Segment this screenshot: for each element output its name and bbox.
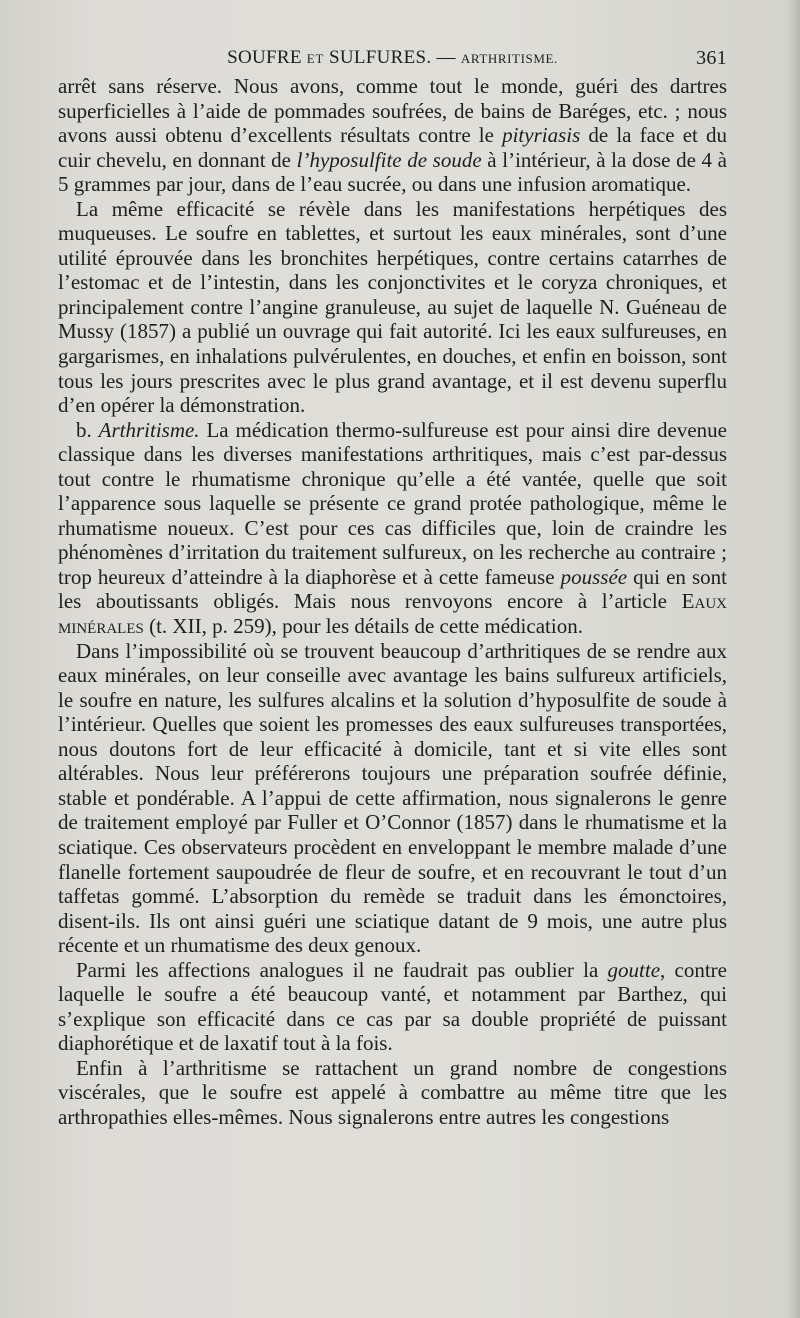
text-run: Enfin à l’arthritisme se rattachent un grand nombre de congestions viscérales, que le soufre est appelé à combattre au même titre que les arthropathies elles-mêmes. Nous signalerons entre autres les congestions [58,1055,727,1129]
body-text [58,74,727,1130]
text-run: à l’intérieur, à la dose de 4 à 5 grammes par jour, dans de l’eau sucrée, ou dans une infusion aromatique. [58,147,727,197]
running-title [58,47,727,69]
title-part2: SULFURES. [328,47,432,68]
italic-text: pityriasis [502,123,581,148]
italic-text: l’hyposulfite de soude [296,147,482,172]
paragraph [58,418,727,639]
text-run: arrêt sans réserve. Nous avons, comme tout le monde, guéri des dartres superficielles à l’aide de pommades soufrées, de bains de Baréges, etc. ; nous avons aussi obtenu d’excellents résultats contre le [58,74,727,148]
paragraph [58,639,727,958]
text-run: (t. XII, p. 259), pour les détails de cette médication. [143,614,583,639]
book-spine-shadow [786,0,800,1318]
text-run: La médication thermo-sulfureuse est pour ainsi dire devenue classique dans les diverses manifestations arthritiques, mais c’est par-dessus tout contre le rhumatisme chronique qu’elle a été vantée, quelle que soit l’apparence sous laquelle se présente ce grand protée pathologique, même le rhumatisme noueux. C’est pour ces cas difficiles que, loin de craindre les phénomènes d’irritation du traitement sulfureux, on les recherche au contraire ; trop heureux d’atteindre à la diaphorèse et à cette fameuse [58,417,727,589]
paragraph [58,958,727,1056]
italic-text: goutte [607,957,661,982]
paragraph [58,1056,727,1130]
book-page [58,44,727,1130]
text-run: Parmi les affections analogues il ne faudrait pas oublier la [76,957,608,982]
paragraph [58,197,727,418]
title-subject: ARTHRITISME. [460,51,558,66]
text-run: Dans l’impossibilité où se trouvent beaucoup d’arthritiques de se rendre aux eaux minérales, on leur conseille avec avantage les bains sulfureux artificiels, le soufre en nature, les sulfures alcalins et la solution d’hyposulfite de soude à l’intérieur. Quelles que soient les promesses des eaux sulfureuses transportées, nous doutons fort de leur efficacité à domicile, tant et si vite elles sont altérables. Nous leur préférerons toujours une préparation soufrée définie, stable et pondérable. A l’appui de cette affirmation, nous signalerons le genre de traitement employé par Fuller et O’Connor (1857) dans le rhumatisme et la sciatique. Ces observateurs procèdent en enveloppant le membre malade d’une flanelle fortement saupoudrée de fleur de soufre, et en recouvrant le tout d’un taffetas gommé. L’absorption du remède se traduit dans les émonctoires, disent-ils. Ils ont ainsi guéri une sciatique datant de 9 mois, une autre plus récente et un rhumatisme des deux genoux. [58,638,727,958]
text-run: b. [76,417,99,442]
title-et: ET [306,51,324,66]
title-dash: — [431,47,461,68]
small-caps-text: Eaux minérales [58,589,727,639]
paragraph [58,74,727,197]
text-run: de la face et du cuir chevelu, en donnant de [58,123,727,172]
text-run: qui en sont les aboutissants obligés. Mais nous renvoyons encore à l’article [58,564,727,614]
text-run: , contre laquelle le soufre a été beaucoup vanté, et notamment par Barthez, qui s’explique son efficacité dans ce cas par sa double propriété de puissant diaphorétique et de laxatif tout à la fois. [58,957,727,1056]
running-head [58,44,727,74]
title-part1: SOUFRE [227,47,302,68]
page-number: 361 [696,47,727,69]
italic-text: poussée [560,564,628,589]
italic-text: Arthritisme. [98,417,200,442]
text-run: La même efficacité se révèle dans les manifestations herpétiques des muqueuses. Le soufre en tablettes, et surtout les eaux minérales, sont d’une utilité éprouvée dans les bronchites herpétiques, contre certains catarrhes de l’estomac et de l’intestin, dans les conjonctivites et le coryza chroniques, et principalement contre l’angine granuleuse, au sujet de laquelle N. Guéneau de Mussy (1857) a publié un ouvrage qui fait autorité. Ici les eaux sulfureuses, en gargarismes, en inhalations pulvérulentes, en douches, et enfin en boisson, sont tous les jours prescrites avec le plus grand avantage, et il est devenu superflu d’en opérer la démonstration. [58,196,727,418]
